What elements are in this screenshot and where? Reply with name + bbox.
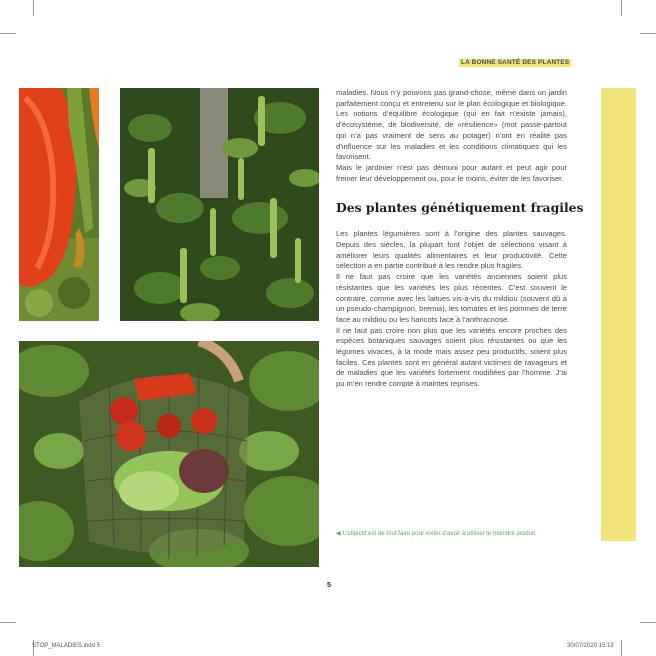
photo-pea-pods <box>120 88 319 321</box>
paragraph: Il ne faut pas croire que les variétés anciennes soient plus résistantes que les variétés les plus récentes. C’est souvent le contraire, comme avec les laitues vis-à-vis du mildiou (souvent dû à un pseudo-champignon, bremia), les tomates et les pommes de terre face au mildiou ou les haricots face à l’anthracnose. <box>336 272 567 324</box>
folio-dash: - <box>330 582 334 589</box>
caption-text: L’objectif est de tout faire pour éviter d’avoir à utiliser le moindre produit. <box>342 530 537 537</box>
folio-dash: - <box>324 582 328 589</box>
crop-mark <box>0 33 16 34</box>
crop-mark <box>640 622 656 623</box>
crop-mark <box>33 0 34 16</box>
paragraph: maladies. Nous n’y pouvons pas grand-chose, même dans un jardin parfaitement conçu et entretenu sur le plan écologique et biologique. Les notions d’équilibre écologique (qui en fait n’existe jamais), d’écosystème, de biodiversité, de «résilience» (mot passe-partout qui n’a pas vraiment de sens au potager) n’ont en réalité pas d’influence sur les maladies et les conditions climatiques qui les favorisent. <box>336 88 567 162</box>
folio-number: 5 <box>327 582 331 589</box>
article-body <box>336 88 584 390</box>
crop-mark <box>621 640 622 656</box>
accent-band <box>601 88 636 541</box>
paragraph: Les plantes légumières sont à l’origine des plantes sauvages. Depuis des siècles, la plupart font l’objet de sélections visant à améliorer leurs qualités alimentaires et leur productivité. Cette sélection a en partie contribué à les rendre plus fragiles. <box>336 229 567 271</box>
crop-mark <box>621 0 622 16</box>
paragraph: Mais le jardinier n’est pas démuni pour autant et peut agir pour freiner leur développement ou, pour le moins, éviter de les favoriser. <box>336 162 567 183</box>
slug-date: 30/07/2020 15:19 <box>567 643 614 649</box>
running-head: LA BONNE SANTÉ DES PLANTES <box>461 59 570 66</box>
page-number <box>319 582 339 589</box>
photo-caption <box>336 530 576 538</box>
photo-red-pepper <box>19 88 99 321</box>
crop-mark <box>0 622 16 623</box>
caption-arrow-icon: ◀ <box>336 530 341 537</box>
crop-mark <box>640 33 656 34</box>
photo-harvest-basket <box>19 341 319 567</box>
slug-file: STOP_MALADIES.indd 5 <box>32 643 100 649</box>
section-title: Des plantes génétiquement fragiles <box>336 200 584 216</box>
paragraph: Il ne faut pas croire non plus que les variétés encore proches des espèces botaniques sauvages soient plus résistantes ou que les légumes vivaces, à la mode mais assez peu productifs, soient plus faciles. Ces plantes sont en général autant victimes de ravageurs et de maladies que les variétés fortement modifiées par l’homme. J’ai pu m’en rendre compte à maintes reprises. <box>336 325 567 389</box>
